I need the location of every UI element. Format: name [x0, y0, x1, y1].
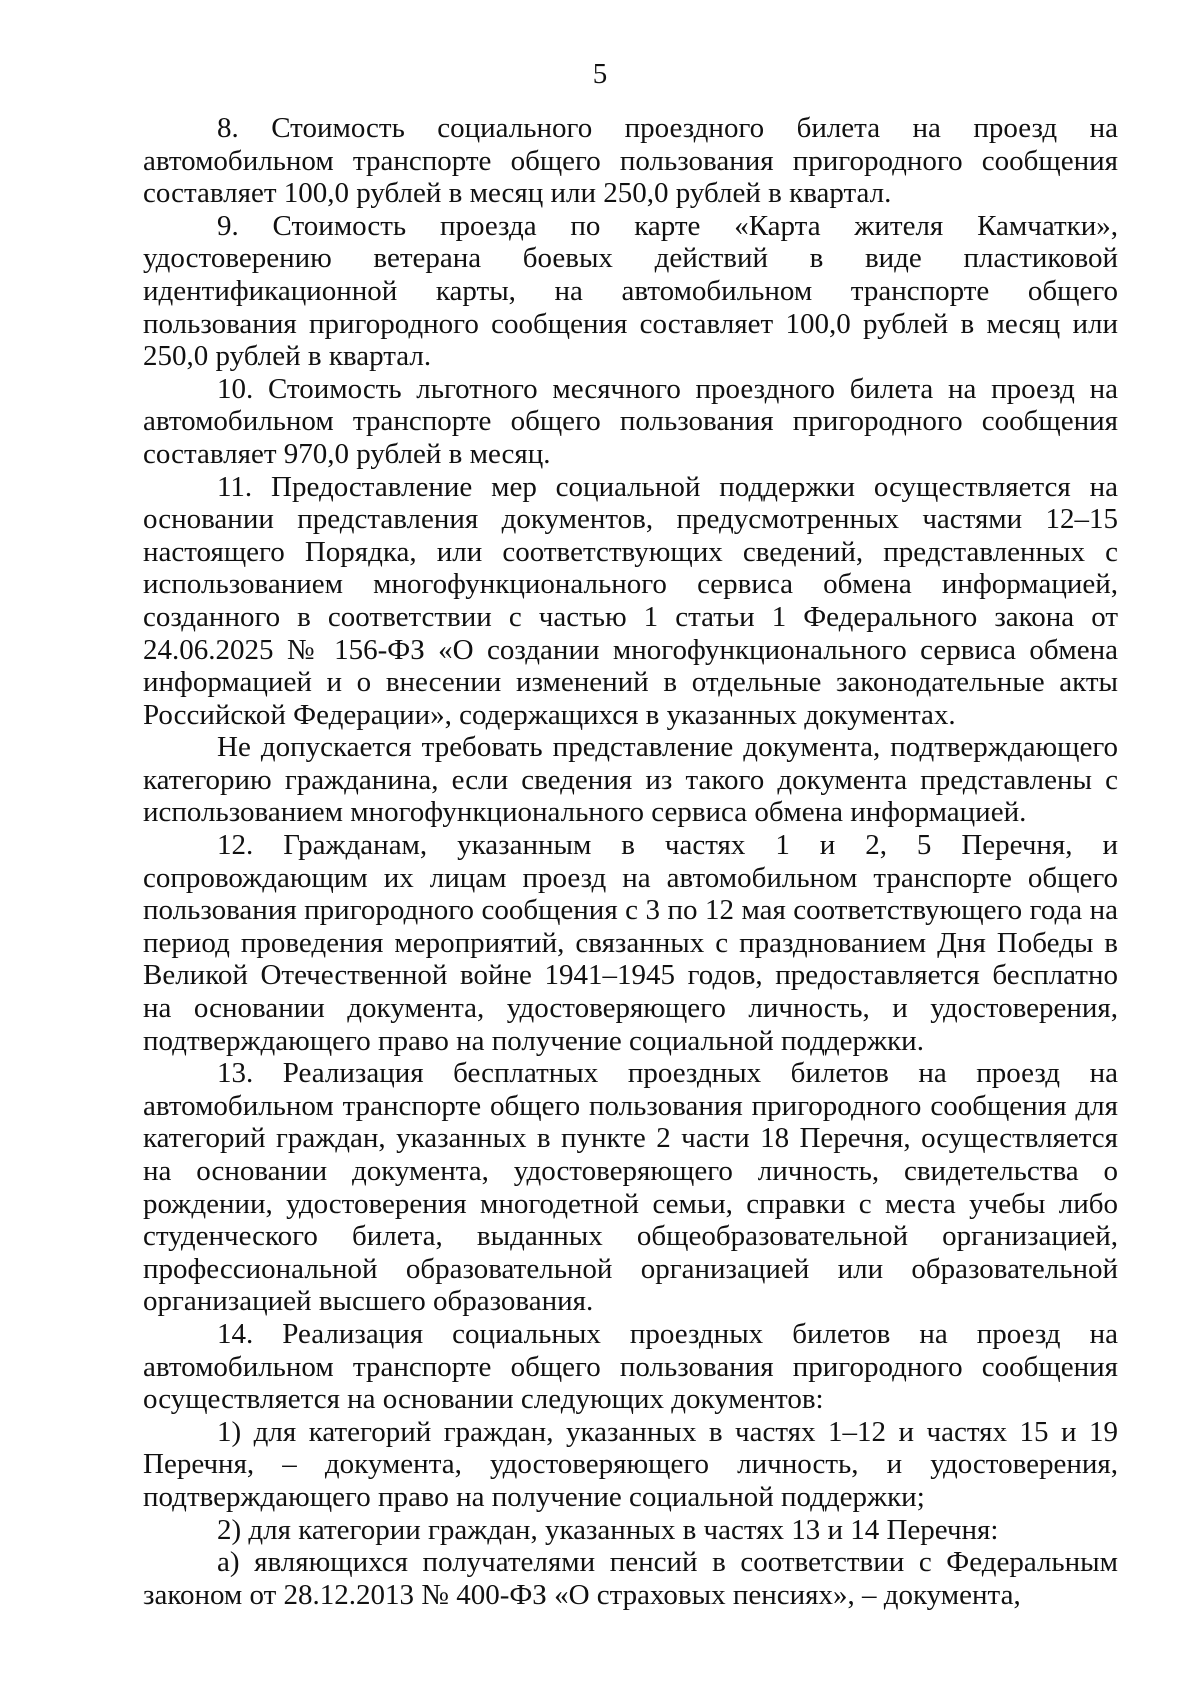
paragraph-item-8: 8. Стоимость социального проездного билета на проезд на автомобильном транспорте общего пользования пригородного сообщения составляет 100,0 рублей в месяц или 250,0 рублей в квартал.: [143, 112, 1118, 210]
paragraph-item-14-sub-2a: а) являющихся получателями пенсий в соответствии с Федеральным законом от 28.12.2013 № 400-ФЗ «О страховых пенсиях», – документа,: [143, 1546, 1118, 1611]
paragraph-item-9: 9. Стоимость проезда по карте «Карта жителя Камчатки», удостоверению ветерана боевых действий в виде пластиковой идентификационной карты, на автомобильном транспорте общего пользования пригородного сообщения составляет 100,0 рублей в месяц или 250,0 рублей в квартал.: [143, 209, 1118, 373]
page-number: 5: [592, 58, 608, 90]
paragraph-item-14-sub-2: 2) для категории граждан, указанных в частях 13 и 14 Перечня:: [217, 1513, 999, 1546]
paragraph-item-13: 13. Реализация бесплатных проездных билетов на проезд на автомобильном транспорте общего пользования пригородного сообщения для категорий граждан, указанных в пункте 2 части 18 Перечня, осуществляется на основании документа, удостоверяющего личность, свидетельства о рождении, удостоверения многодетной семьи, справки с места учебы либо студенческого билета, выданных общеобразовательной организацией, профессиональной образовательной организацией или образовательной организацией высшего образования.: [143, 1057, 1118, 1318]
paragraph-item-10: 10. Стоимость льготного месячного проездного билета на проезд на автомобильном транспорте общего пользования пригородного сообщения составляет 970,0 рублей в месяц.: [143, 372, 1118, 470]
paragraph-item-11: 11. Предоставление мер социальной поддержки осуществляется на основании представления документов, предусмотренных частями 12–15 настоящего Порядка, или соответствующих сведений, представленных с использованием многофункционального сервиса обмена информацией, созданного в соответствии с частью 1 статьи 1 Федерального закона от 24.06.2025 № 156-ФЗ «О создании многофункционального сервиса обмена информацией и о внесении изменений в отдельные законодательные акты Российской Федерации», содержащихся в указанных документах.: [143, 470, 1118, 731]
document-body: [143, 112, 1118, 1611]
paragraph-item-14: 14. Реализация социальных проездных билетов на проезд на автомобильном транспорте общего пользования пригородного сообщения осуществляется на основании следующих документов:: [143, 1317, 1118, 1416]
paragraph-item-14-sub-1: 1) для категорий граждан, указанных в частях 1–12 и частях 15 и 19 Перечня, – документа, удостоверяющего личность, и удостоверения, подтверждающего право на получение социальной поддержки;: [143, 1415, 1118, 1513]
paragraph-item-11-note: Не допускается требовать представление документа, подтверждающего категорию гражданина, если сведения из такого документа представлены с использованием многофункционального сервиса обмена информацией.: [143, 731, 1118, 829]
paragraph-item-12: 12. Гражданам, указанным в частях 1 и 2, 5 Перечня, и сопровождающим их лицам проезд на автомобильном транспорте общего пользования пригородного сообщения с 3 по 12 мая соответствующего года на период проведения мероприятий, связанных с празднованием Дня Победы в Великой Отечественной войне 1941–1945 годов, предоставляется бесплатно на основании документа, удостоверяющего личность, и удостоверения, подтверждающего право на получение социальной поддержки.: [143, 829, 1118, 1057]
